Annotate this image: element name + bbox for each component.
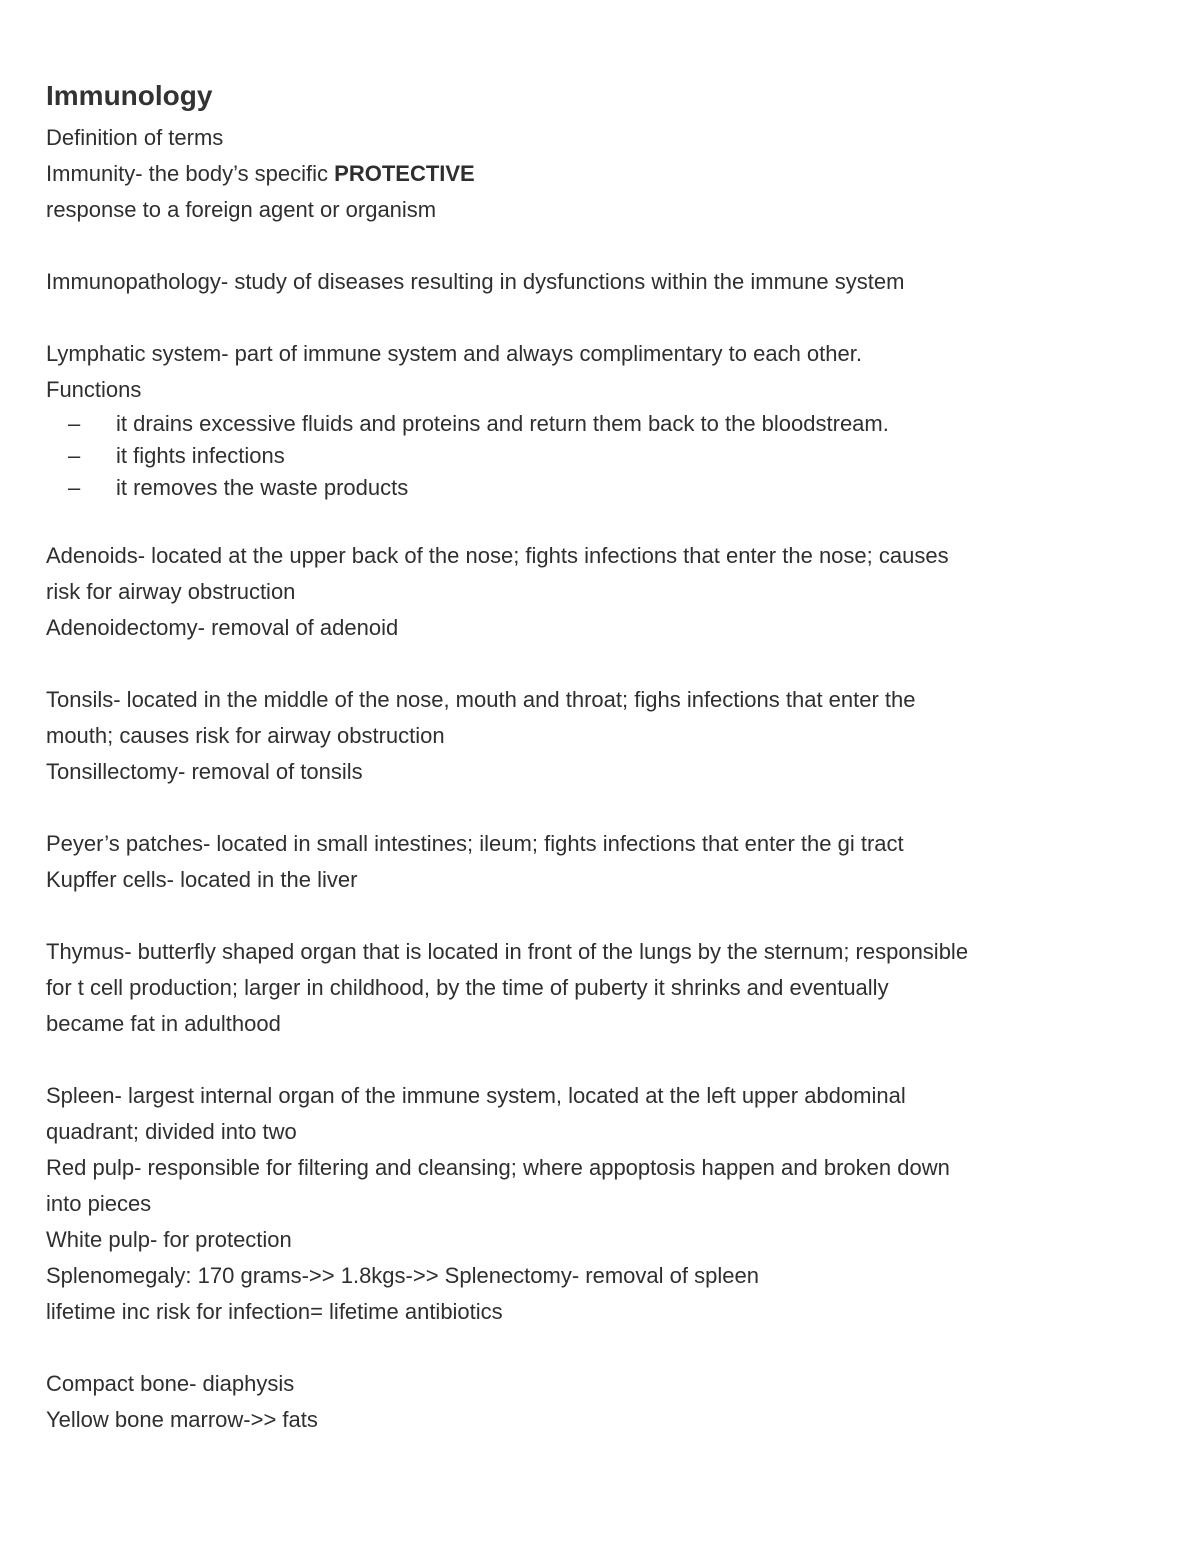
- kupffer-cells-definition: Kupffer cells- located in the liver: [46, 867, 358, 892]
- spleen-definition-cont: quadrant; divided into two: [46, 1119, 297, 1144]
- dash-bullet: –: [68, 475, 81, 500]
- thymus-definition: Thymus- butterfly shaped organ that is located in front of the lungs by the sternum; responsible: [46, 939, 969, 964]
- immunity-bold-term: PROTECTIVE: [334, 161, 475, 186]
- functions-list: [46, 408, 1166, 504]
- adenoids-definition: Adenoids- located at the upper back of the nose; fights infections that enter the nose; causes: [46, 543, 949, 568]
- splenomegaly-note: Splenomegaly: 170 grams->> 1.8kgs->> Splenectomy- removal of spleen: [46, 1263, 759, 1288]
- yellow-marrow-definition: Yellow bone marrow->> fats: [46, 1407, 318, 1432]
- spleen-definition: Spleen- largest internal organ of the immune system, located at the left upper abdominal: [46, 1083, 906, 1108]
- document-page: [46, 78, 1166, 1438]
- thymus-definition-cont: for t cell production; larger in childhood, by the time of puberty it shrinks and eventually: [46, 975, 889, 1000]
- list-item: – it drains excessive fluids and proteins and return them back to the bloodstream.: [46, 408, 1166, 440]
- tonsils-definition: Tonsils- located in the middle of the nose, mouth and throat; fighs infections that enter the: [46, 687, 916, 712]
- definition-heading: Definition of terms: [46, 125, 224, 150]
- immunity-definition-cont: response to a foreign agent or organism: [46, 197, 437, 222]
- compact-bone-definition: Compact bone- diaphysis: [46, 1371, 295, 1396]
- red-pulp-definition: Red pulp- responsible for filtering and cleansing; where appoptosis happen and broken down: [46, 1155, 950, 1180]
- tonsillectomy-definition: Tonsillectomy- removal of tonsils: [46, 759, 363, 784]
- page-title: Immunology: [46, 80, 213, 111]
- thymus-definition-end: became fat in adulthood: [46, 1011, 281, 1036]
- red-pulp-definition-cont: into pieces: [46, 1191, 152, 1216]
- dash-bullet: –: [68, 443, 81, 468]
- dash-bullet: –: [68, 411, 81, 436]
- antibiotics-note: lifetime inc risk for infection= lifetime antibiotics: [46, 1299, 503, 1324]
- list-item: – it fights infections: [46, 440, 1166, 472]
- tonsils-definition-cont: mouth; causes risk for airway obstruction: [46, 723, 445, 748]
- adenoids-definition-cont: risk for airway obstruction: [46, 579, 296, 604]
- peyers-patches-definition: Peyer’s patches- located in small intestines; ileum; fights infections that enter the gi tract: [46, 831, 904, 856]
- adenoidectomy-definition: Adenoidectomy- removal of adenoid: [46, 615, 399, 640]
- immunity-text: Immunity- the body’s specific: [46, 161, 335, 186]
- lymphatic-definition: Lymphatic system- part of immune system and always complimentary to each other.: [46, 341, 862, 366]
- immunopathology-definition: Immunopathology- study of diseases resulting in dysfunctions within the immune system: [46, 269, 905, 294]
- functions-label: Functions: [46, 377, 142, 402]
- white-pulp-definition: White pulp- for protection: [46, 1227, 292, 1252]
- list-item: – it removes the waste products: [46, 472, 1166, 504]
- immunity-definition: [46, 156, 1166, 192]
